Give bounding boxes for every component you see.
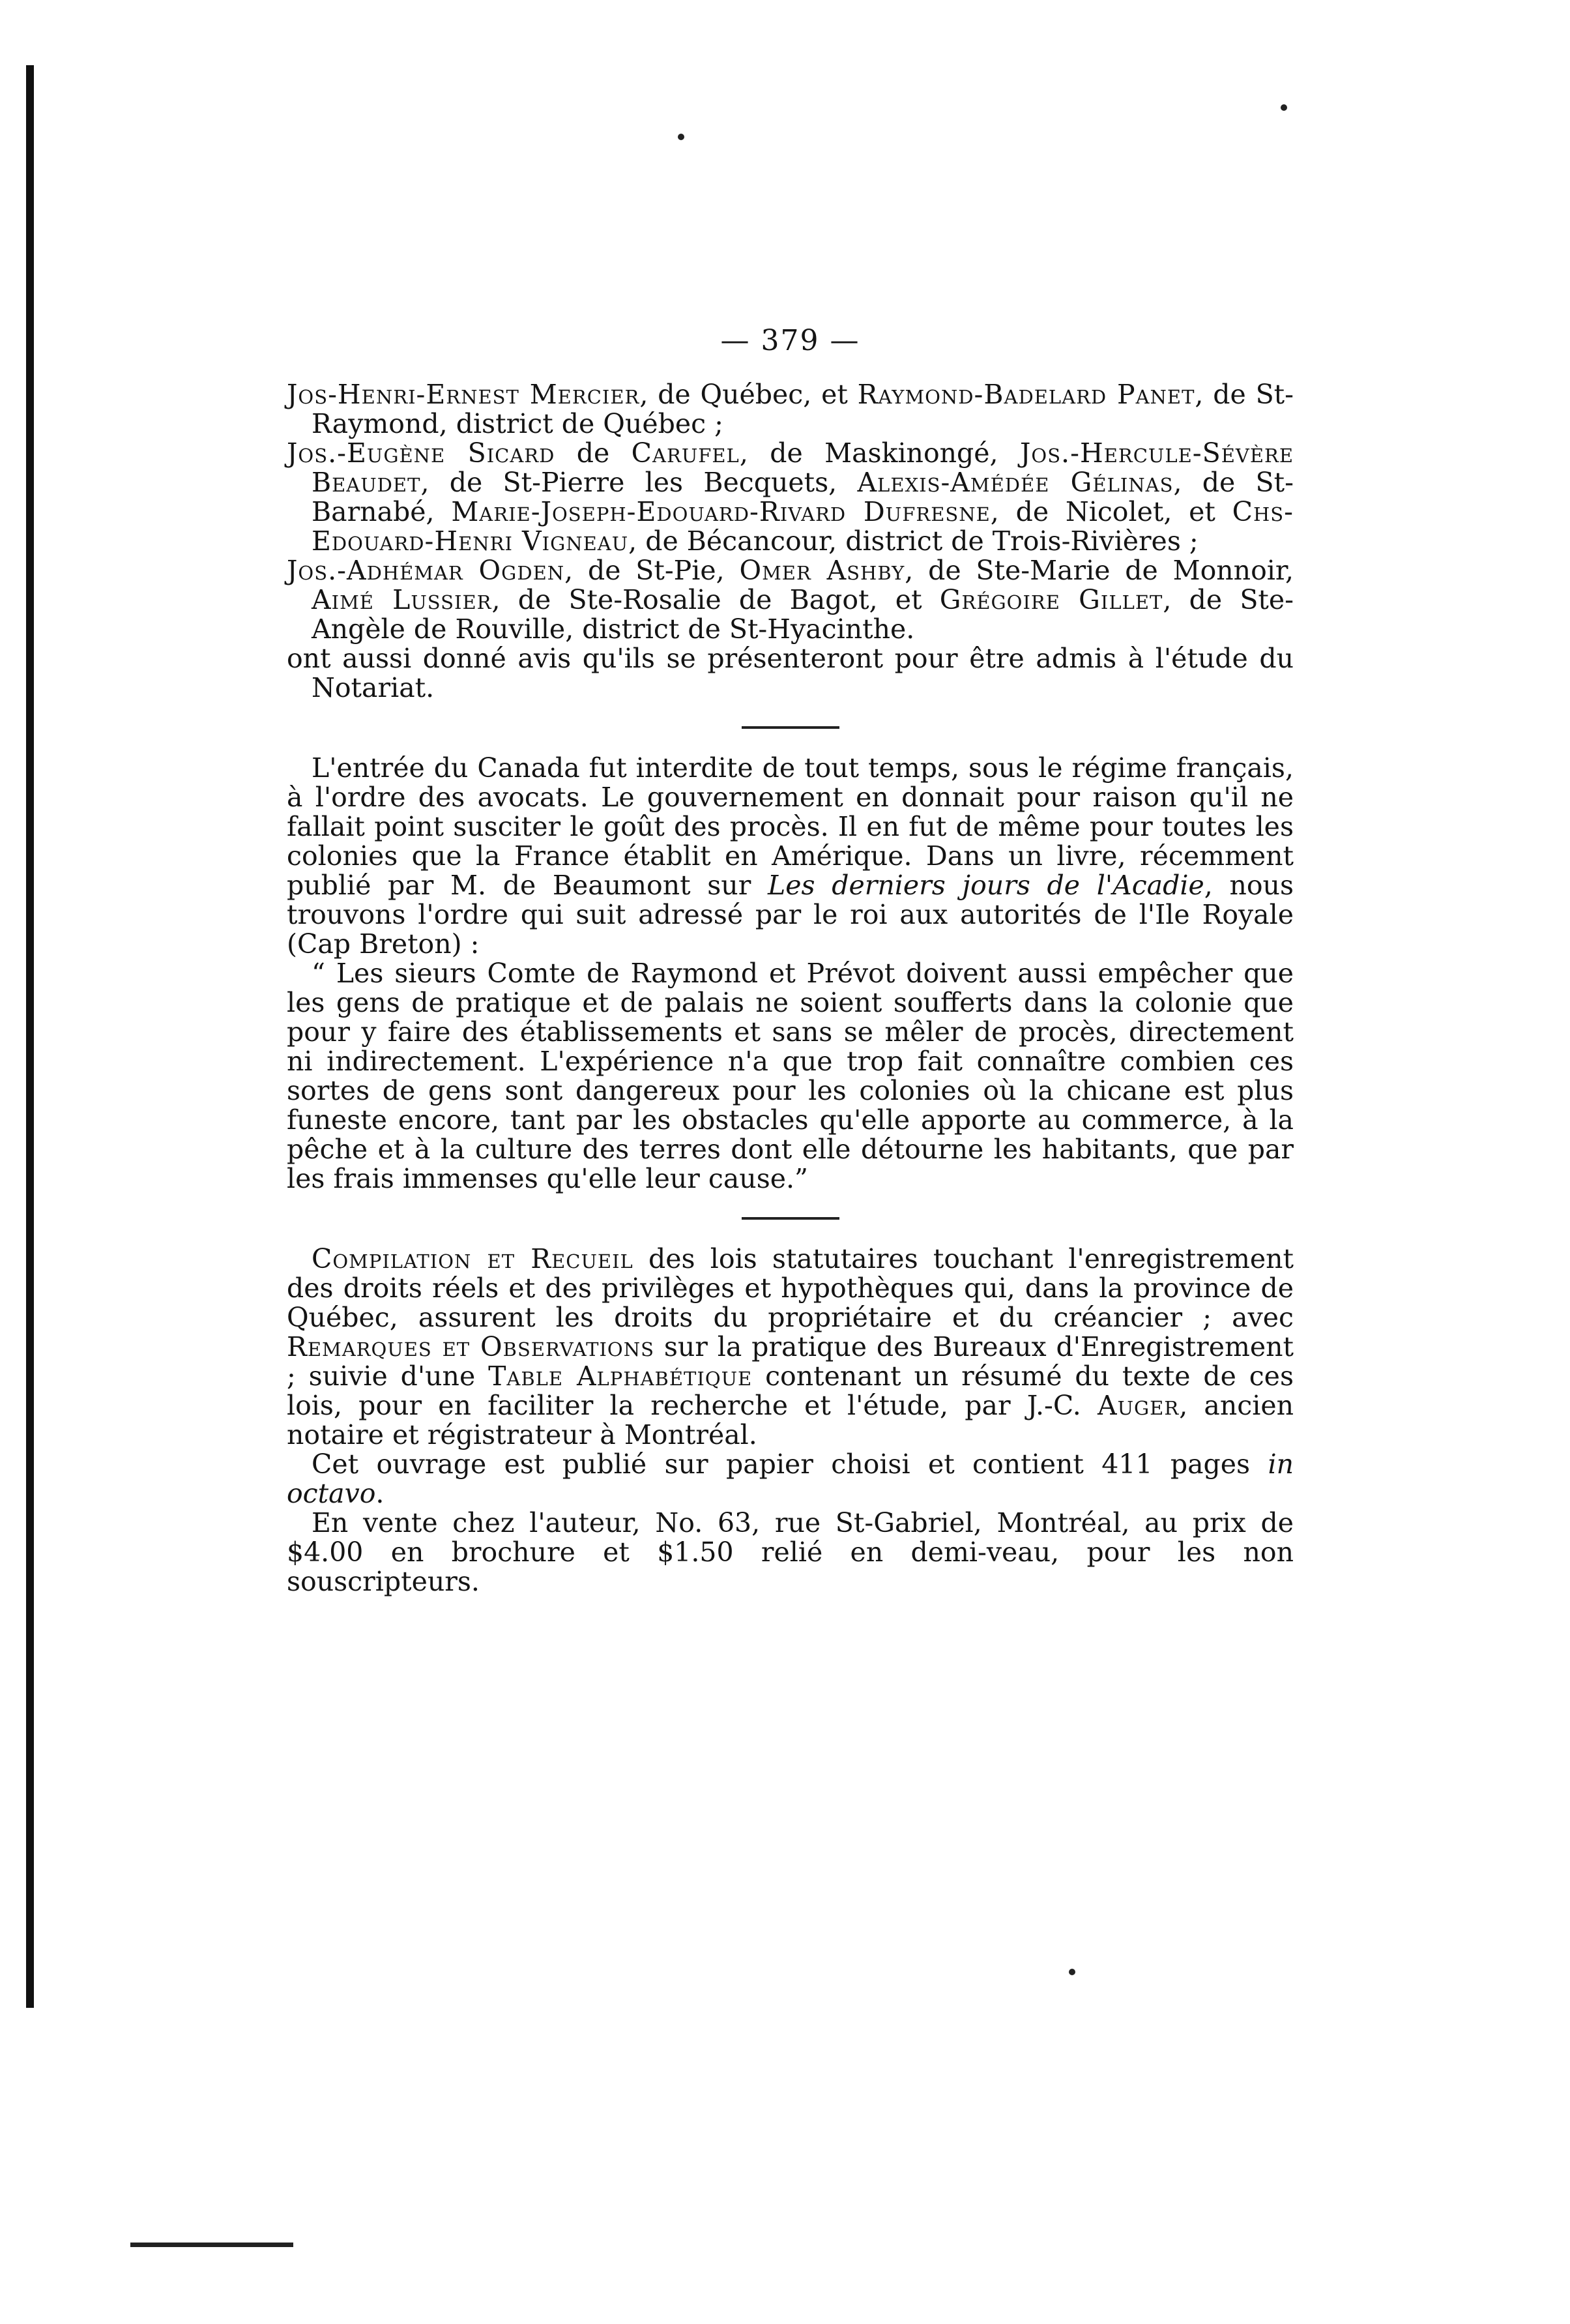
paragraph-avocats-text-after: , nous trouvons l'ordre qui suit adressé par le roi aux autorités de l'Ile Royale (Cap Breton) : [287, 870, 1294, 960]
paragraph-avocats-text: L'entrée du Canada fut interdite de tout temps, sous le régime français, à l'ordre des avocats. Le gouvernement en donnait pour raison qu'il ne fallait point susciter le goût des procès. Il en fut de même pour toutes les colonies que la France établit en Amérique. Dans un livre, récemment publié par M. de Beaumont sur [287, 752, 1294, 901]
name-small-caps: Chs-Edouard-Henri Vigneau [312, 496, 1294, 557]
text-run: contenant un résumé du texte de ces lois, pour en faciliter la recherche et l'étude, par J.-C. [287, 1361, 1294, 1421]
scan-edge-bar [26, 65, 34, 2008]
text-run: , de St-Raymond, district de Québec ; [312, 379, 1294, 439]
text-run: , ancien notaire et régistrateur à Montréal. [287, 1390, 1294, 1450]
text-run: , de Ste-Marie de Monnoir, [905, 555, 1294, 586]
book-format-line [287, 1450, 1294, 1508]
section-divider [742, 1217, 839, 1220]
text-run: , de Nicolet, et [990, 496, 1232, 527]
book-advertisement [287, 1244, 1294, 1596]
book-format-text: Cet ouvrage est publié sur papier choisi et contient 411 pages [312, 1449, 1268, 1480]
royal-order-quote: “ Les sieurs Comte de Raymond et Prévot doivent aussi empêcher que les gens de pratique et de palais ne soient soufferts dans la colonie que pour y faire des établissements et sans se mêler de procès, directement ni indirectement. L'expérience n'a que trop fait connaître combien ces sortes de gens sont dangereux pour les colonies où la chicane est plus funeste encore, tant par les obstacles qu'elle apporte au commerce, à la pêche et à la culture des terres dont elle détourne les habitants, que par les frais immenses qu'elle leur cause.” [287, 958, 1294, 1194]
candidate-entry-quebec [287, 380, 1294, 439]
name-small-caps: Compilation et Recueil [312, 1243, 633, 1274]
book-format-end: . [375, 1478, 385, 1509]
name-small-caps: Marie-Joseph-Edouard-Rivard Dufresne [451, 496, 991, 527]
scan-speck [1281, 104, 1287, 111]
text-run: , de St-Pie, [564, 555, 740, 586]
name-small-caps: Auger [1097, 1390, 1180, 1421]
text-run: , de Ste-Rosalie de Bagot, et [491, 584, 940, 615]
scan-speck [1069, 1969, 1075, 1975]
book-description [287, 1244, 1294, 1450]
text-run: , de Bécancour, district de Trois-Rivières ; [628, 525, 1199, 557]
text-run: sur la pratique des Bureaux d'Enregistrement ; suivie d'une [287, 1331, 1294, 1392]
book-title: Les derniers jours de l'Acadie [768, 870, 1204, 901]
candidate-entry-trois-rivieres [287, 439, 1294, 556]
name-small-caps: Jos-Henri-Ernest Mercier [287, 379, 640, 410]
text-run: , de St-Pierre les Becquets, [420, 467, 858, 498]
document-page [287, 326, 1294, 1596]
text-run: , de St-Barnabé, [312, 467, 1294, 527]
candidate-list [287, 380, 1294, 644]
text-run: de [555, 437, 632, 469]
name-small-caps: Jos.-Eugène Sicard [287, 437, 555, 469]
candidate-entry-st-hyacinthe [287, 556, 1294, 644]
name-small-caps: Aimé Lussier [312, 584, 492, 615]
page-number: — 379 — [720, 324, 860, 357]
text-run: , de Ste-Angèle de Rouville, district de St-Hyacinthe. [312, 584, 1294, 645]
book-sale-info: En vente chez l'auteur, No. 63, rue St-Gabriel, Montréal, au prix de $4.00 en brochure et $1.50 relié en demi-veau, pour les non souscripteurs. [287, 1507, 1294, 1597]
text-run: des lois statutaires touchant l'enregistrement des droits réels et des privilèges et hypothèques qui, dans la province de Québec, assurent les droits du propriétaire et du créancier ; avec [287, 1243, 1294, 1333]
name-small-caps: Raymond-Badelard Panet [857, 379, 1195, 410]
name-small-caps: Jos.-Hercule-Sévère Beaudet [312, 437, 1294, 498]
paragraph-avocats [287, 754, 1294, 959]
name-small-caps: Grégoire Gillet [939, 584, 1163, 615]
section-divider [742, 726, 839, 729]
book-format-italic: in octavo [287, 1449, 1294, 1509]
text-run: , de Québec, et [639, 379, 858, 410]
name-small-caps: Remarques et Observations [287, 1331, 654, 1362]
scan-speck [678, 134, 684, 140]
name-small-caps: Omer Ashby [739, 555, 905, 586]
scan-bottom-line [130, 2243, 293, 2247]
closing-statement: ont aussi donné avis qu'ils se présenteront pour être admis à l'étude du Notariat. [287, 643, 1294, 703]
text-run: , de Maskinongé, [739, 437, 1020, 469]
name-small-caps: Alexis-Amédée Gélinas [857, 467, 1174, 498]
name-small-caps: Carufel [631, 437, 740, 469]
name-small-caps: Jos.-Adhémar Ogden [287, 555, 565, 586]
name-small-caps: Table Alphabétique [488, 1361, 753, 1392]
